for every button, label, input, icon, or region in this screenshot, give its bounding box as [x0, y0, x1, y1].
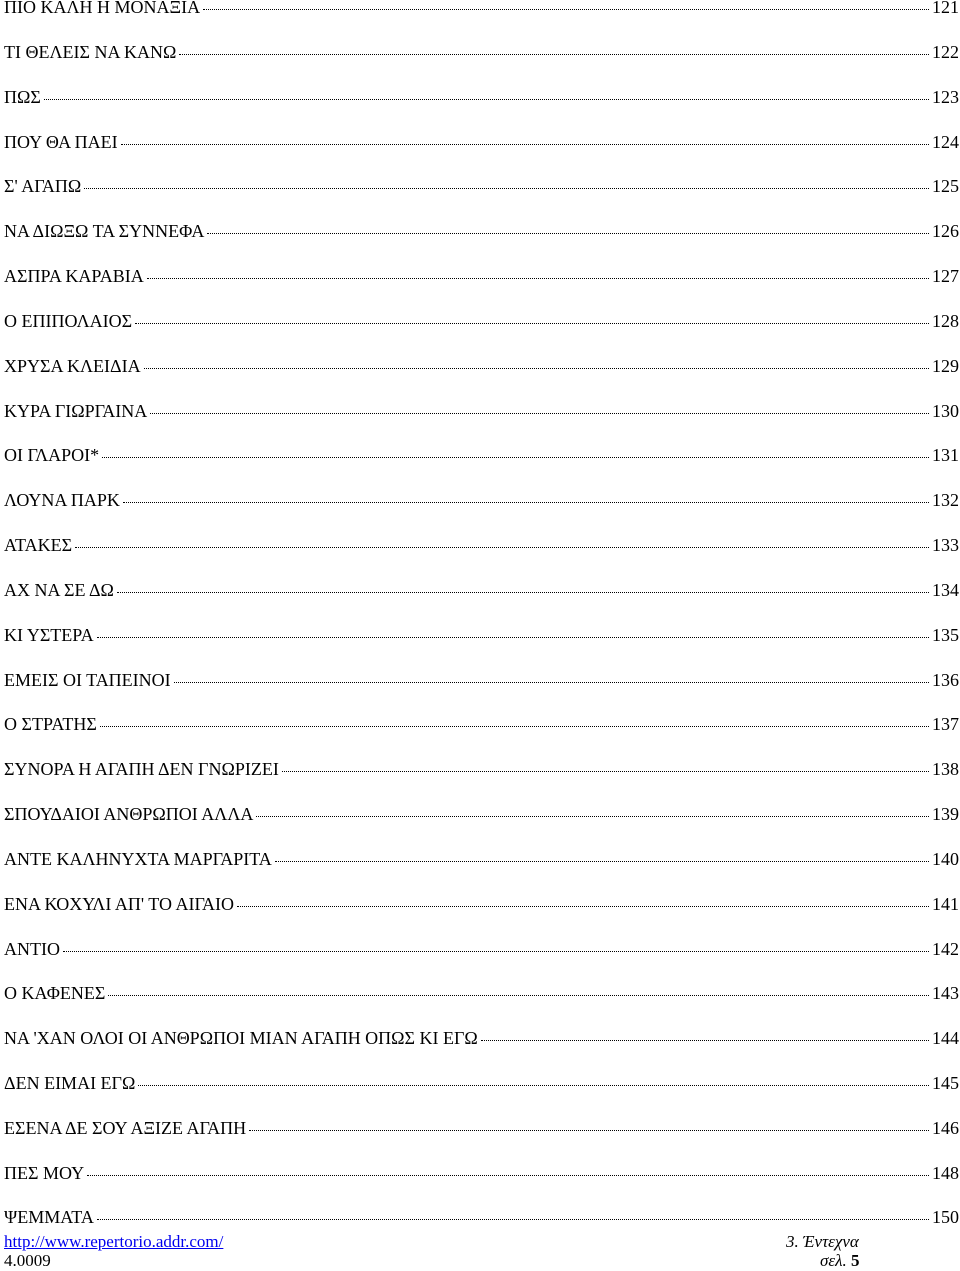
toc-entry-page: 122	[932, 42, 959, 62]
toc-entry[interactable]	[4, 220, 959, 242]
toc-entry-page: 143	[932, 983, 959, 1003]
toc-entry[interactable]	[4, 579, 959, 601]
toc-entry[interactable]	[4, 489, 959, 511]
toc-dot-leader	[138, 1085, 929, 1086]
toc-entry-title: ΣΠΟΥΔΑΙΟΙ ΑΝΘΡΩΠΟΙ ΑΛΛΑ	[4, 804, 254, 824]
toc-dot-leader	[135, 323, 929, 324]
toc-entry-page: 134	[932, 580, 959, 600]
toc-dot-leader	[102, 457, 929, 458]
toc-entry[interactable]	[4, 310, 959, 332]
toc-entry-page: 139	[932, 804, 959, 824]
toc-entry-title: ΚΥΡΑ ΓΙΩΡΓΑΙΝΑ	[4, 401, 148, 421]
toc-entry-title: ΤΙ ΘΕΛΕΙΣ ΝΑ ΚΑΝΩ	[4, 42, 177, 62]
toc-dot-leader	[97, 637, 929, 638]
toc-entry-title: ΕΣΕΝΑ ΔΕ ΣΟΥ ΑΞΙΖΕ ΑΓΑΠΗ	[4, 1118, 247, 1138]
toc-dot-leader	[63, 951, 929, 952]
toc-entry[interactable]	[4, 848, 959, 870]
toc-entry-page: 144	[932, 1028, 959, 1048]
toc-dot-leader	[174, 682, 929, 683]
toc-entry-title: ΕΜΕΙΣ ΟΙ ΤΑΠΕΙΝΟΙ	[4, 670, 171, 690]
toc-entry-title: ΠΟΥ ΘΑ ΠΑΕΙ	[4, 132, 118, 152]
toc-entry-title: ΑΧ ΝΑ ΣΕ ΔΩ	[4, 580, 114, 600]
toc-entry-page: 138	[932, 759, 959, 779]
toc-entry[interactable]	[4, 444, 959, 466]
toc-entry-title: ΑΝΤΕ ΚΑΛΗΝΥΧΤΑ ΜΑΡΓΑΡΙΤΑ	[4, 849, 272, 869]
toc-entry[interactable]	[4, 355, 959, 377]
toc-dot-leader	[84, 188, 929, 189]
toc-entry[interactable]	[4, 669, 959, 691]
toc-entry-title: Ο ΕΠΙΠΟΛΑΙΟΣ	[4, 311, 133, 331]
toc-entry-title: ΑΣΠΡΑ ΚΑΡΑΒΙΑ	[4, 266, 144, 286]
toc-entry-title: ΛΟΥΝΑ ΠΑΡΚ	[4, 490, 120, 510]
toc-entry[interactable]	[4, 175, 959, 197]
toc-dot-leader	[150, 413, 929, 414]
toc-entry-page: 131	[932, 445, 959, 465]
toc-entry-title: ΑΤΑΚΕΣ	[4, 535, 73, 555]
toc-dot-leader	[87, 1175, 929, 1176]
toc-entry-page: 123	[932, 87, 959, 107]
toc-dot-leader	[481, 1040, 929, 1041]
toc-entry-title: ΔΕΝ ΕΙΜΑΙ ΕΓΩ	[4, 1073, 136, 1093]
toc-entry[interactable]	[4, 86, 959, 108]
toc-entry-title: ΣΥΝΟΡΑ Η ΑΓΑΠΗ ΔΕΝ ΓΝΩΡΙΖΕΙ	[4, 759, 279, 779]
toc-dot-leader	[44, 99, 929, 100]
toc-dot-leader	[203, 9, 929, 10]
toc-entry-page: 125	[932, 176, 959, 196]
toc-entry-page: 126	[932, 221, 959, 241]
toc-entry-page: 130	[932, 401, 959, 421]
toc-entry-title: ΚΙ ΥΣΤΕΡΑ	[4, 625, 94, 645]
toc-entry-page: 121	[932, 0, 959, 17]
toc-entry[interactable]	[4, 982, 959, 1004]
toc-entry-page: 141	[932, 894, 959, 914]
toc-dot-leader	[147, 278, 929, 279]
toc-dot-leader	[108, 995, 929, 996]
toc-entry[interactable]	[4, 1117, 959, 1139]
toc-dot-leader	[123, 502, 929, 503]
toc-entry-page: 132	[932, 490, 959, 510]
toc-entry-title: ΨΕΜΜΑΤΑ	[4, 1207, 94, 1227]
toc-entry-title: ΝΑ ΔΙΩΞΩ ΤΑ ΣΥΝΝΕΦΑ	[4, 221, 205, 241]
toc-dot-leader	[121, 144, 929, 145]
toc-entry-page: 135	[932, 625, 959, 645]
toc-dot-leader	[75, 547, 929, 548]
toc-entry[interactable]	[4, 893, 959, 915]
footer-page-number: 5	[850, 1251, 860, 1270]
toc-entry-page: 146	[932, 1118, 959, 1138]
toc-entry[interactable]	[4, 803, 959, 825]
toc-entry-title: ΧΡΥΣΑ ΚΛΕΙΔΙΑ	[4, 356, 141, 376]
toc-entry-page: 127	[932, 266, 959, 286]
toc-entry-page: 136	[932, 670, 959, 690]
toc-entry-title: ΟΙ ΓΛΑΡΟΙ*	[4, 445, 100, 465]
toc-entry[interactable]	[4, 1206, 959, 1228]
toc-dot-leader	[282, 771, 929, 772]
toc-dot-leader	[237, 906, 929, 907]
toc-entry-title: ΕΝΑ ΚΟΧΥΛΙ ΑΠ' ΤΟ ΑΙΓΑΙΟ	[4, 894, 235, 914]
toc-dot-leader	[249, 1130, 929, 1131]
toc-entry-title: ΑΝΤΙΟ	[4, 939, 60, 959]
toc-entry-title: ΠΙΟ ΚΑΛΗ Η ΜΟΝΑΞΙΑ	[4, 0, 201, 17]
page-footer	[0, 1232, 960, 1269]
toc-entry-page: 140	[932, 849, 959, 869]
toc-entry[interactable]	[4, 1072, 959, 1094]
toc-entry-page: 133	[932, 535, 959, 555]
toc-entry[interactable]	[4, 41, 959, 63]
toc-entry-title: ΠΕΣ ΜΟΥ	[4, 1163, 85, 1183]
toc-entry-page: 137	[932, 714, 959, 734]
footer-page-indicator	[820, 1251, 859, 1271]
toc-entry[interactable]	[4, 758, 959, 780]
toc-entry[interactable]	[4, 1027, 959, 1049]
toc-dot-leader	[97, 1219, 929, 1220]
toc-dot-leader	[117, 592, 929, 593]
toc-dot-leader	[256, 816, 929, 817]
toc-dot-leader	[207, 233, 929, 234]
toc-entry-title: Ο ΚΑΦΕΝΕΣ	[4, 983, 106, 1003]
toc-entry[interactable]	[4, 0, 959, 18]
toc-entry[interactable]	[4, 400, 959, 422]
toc-entry[interactable]	[4, 534, 959, 556]
toc-entry[interactable]	[4, 131, 959, 153]
toc-entry-title: ΠΩΣ	[4, 87, 41, 107]
footer-page-label: σελ.	[820, 1251, 847, 1270]
toc-dot-leader	[179, 54, 929, 55]
toc-entry[interactable]	[4, 713, 959, 735]
toc-entry-title: Σ' ΑΓΑΠΩ	[4, 176, 82, 196]
toc-entry-title: ΝΑ 'ΧΑΝ ΟΛΟΙ ΟΙ ΑΝΘΡΩΠΟΙ ΜΙΑΝ ΑΓΑΠΗ ΟΠΩΣ ΚΙ ΕΓΩ	[4, 1028, 478, 1048]
toc-entry-page: 148	[932, 1163, 959, 1183]
toc-entry-page: 145	[932, 1073, 959, 1093]
toc-entry[interactable]	[4, 938, 959, 960]
toc-dot-leader	[144, 368, 929, 369]
toc-entry[interactable]	[4, 624, 959, 646]
toc-dot-leader	[275, 861, 929, 862]
toc-entry-page: 124	[932, 132, 959, 152]
footer-url-link[interactable]: http://www.repertorio.addr.com/	[4, 1232, 224, 1251]
toc-dot-leader	[100, 726, 929, 727]
footer-code: 4.0009	[4, 1251, 51, 1270]
toc-entry[interactable]	[4, 265, 959, 287]
toc-entry[interactable]	[4, 1162, 959, 1184]
toc-entry-page: 150	[932, 1207, 959, 1227]
toc-entry-title: Ο ΣΤΡΑΤΗΣ	[4, 714, 97, 734]
toc-entry-page: 129	[932, 356, 959, 376]
toc-entry-page: 128	[932, 311, 959, 331]
toc-entry-page: 142	[932, 939, 959, 959]
footer-section: 3. Έντεχνα	[786, 1232, 859, 1251]
